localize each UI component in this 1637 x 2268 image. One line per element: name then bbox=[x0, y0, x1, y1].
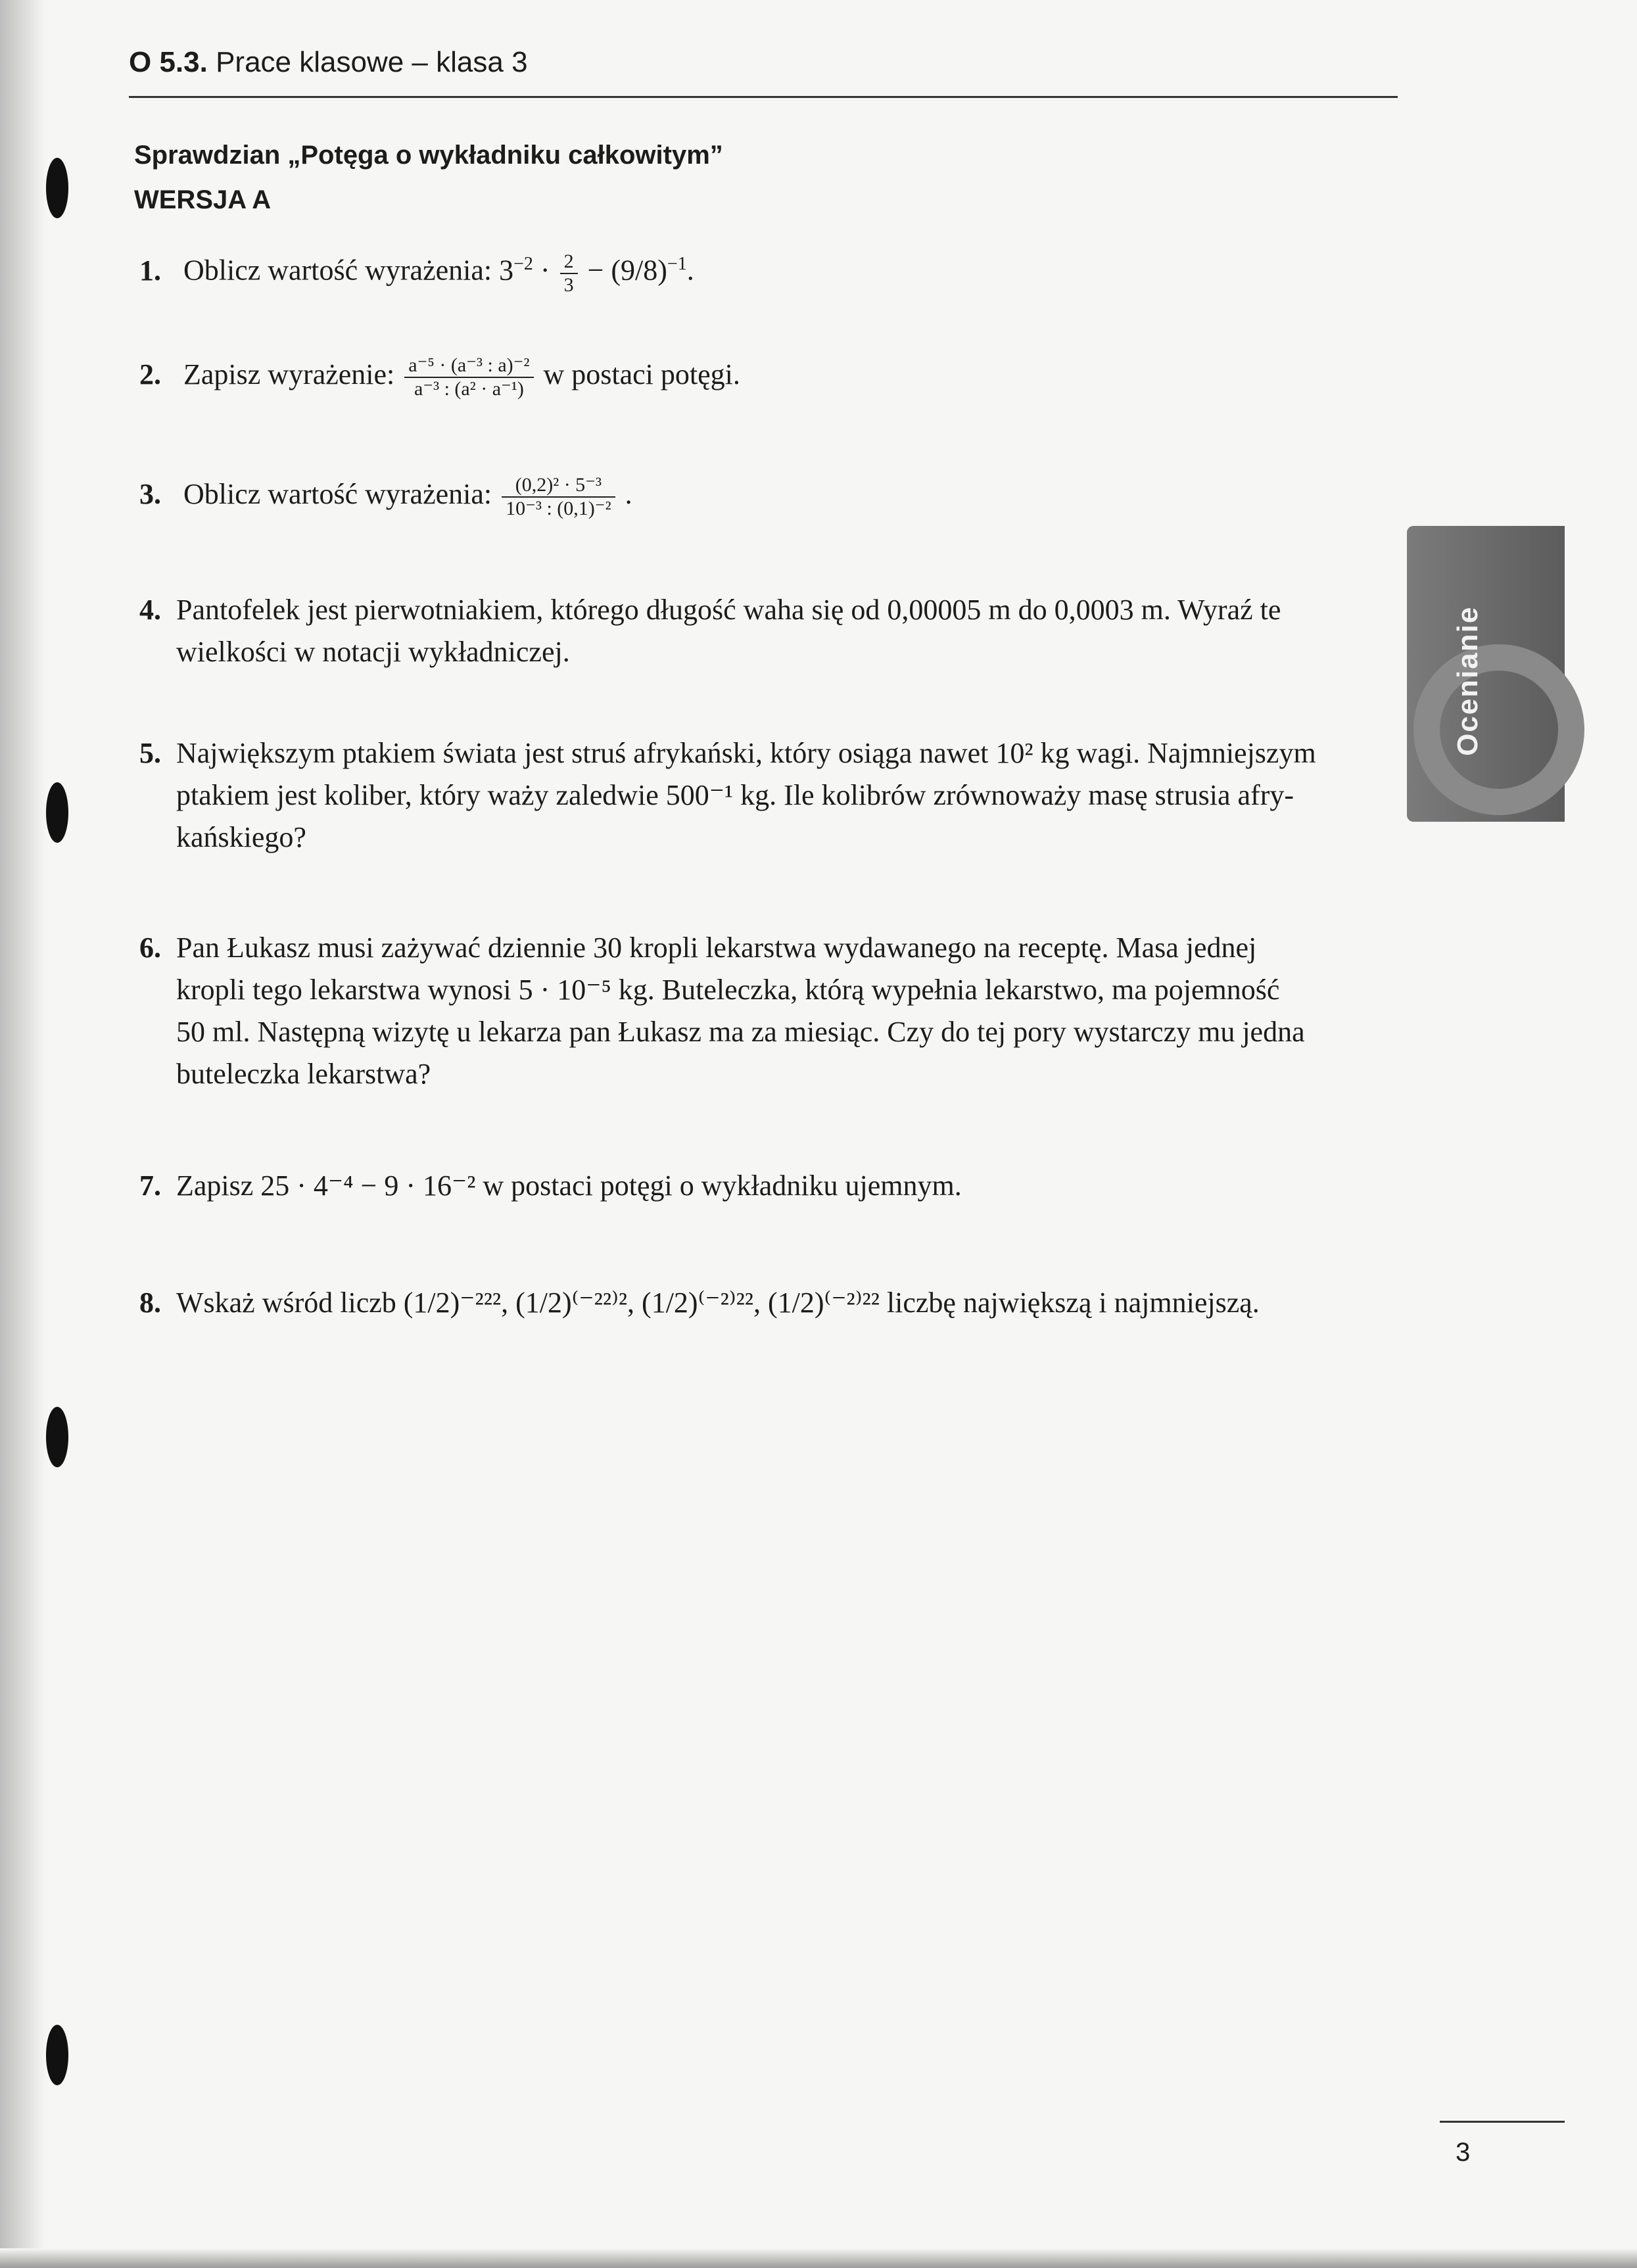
scan-edge bbox=[0, 0, 46, 2268]
version-label: WERSJA A bbox=[134, 185, 272, 214]
header-code: O 5.3. bbox=[129, 46, 208, 78]
page-header bbox=[129, 46, 528, 79]
fraction: $\frac{\text{a⁻⁵ · (a⁻³ : a)⁻²}}{\text{a⁻³ : (a² · a⁻¹)}}$ bbox=[404, 354, 533, 400]
binder-hole bbox=[46, 2025, 68, 2085]
task-4: 4. Pantofelek jest pierwotniakiem, którego długość waha się od 0,00005 m do 0,0003 m. Wyraź te wielkości w notacji wykładniczej. bbox=[139, 594, 1281, 668]
task-2: 2. Zapisz wyrażenie: $\frac{\text{a⁻⁵ · (a⁻³ : a)⁻²}}{\text{a⁻³ : (a² · a⁻¹)}}$ w postaci potęgi. bbox=[139, 354, 740, 400]
test-title: Sprawdzian „Potęga o wykładniku całkowitym” bbox=[134, 141, 723, 170]
task-6: 6. Pan Łukasz musi zażywać dziennie 30 kropli lekarstwa wydawanego na receptę. Masa jednej kropli tego lekarstwa wynosi 5 · 10⁻⁵ kg. Buteleczka, którą wypełnia lekarstwo, ma pojemność 50 ml. Następną wizytę u lekarza pan Łukasz ma za miesiąc. Czy do tej pory wystarczy mu jedna buteleczka lekarstwa? bbox=[139, 932, 1305, 1090]
task-5: 5. Największym ptakiem świata jest struś afrykański, który osiąga nawet 10² kg wagi. Najmniejszym ptakiem jest koliber, który waży zaledwie 500⁻¹ kg. Ile kolibrów zrównoważy masę strusia afry- kańskiego? bbox=[139, 737, 1316, 853]
footer-divider bbox=[1440, 2121, 1565, 2123]
task-7: 7. Zapisz 25 · 4⁻⁴ − 9 · 16⁻² w postaci potęgi o wykładniku ujemnym. bbox=[139, 1169, 962, 1202]
page-number: 3 bbox=[1456, 2138, 1471, 2167]
header-title: Prace klasowe – klasa 3 bbox=[216, 46, 528, 78]
task-1: 1. Oblicz wartość wyrażenia: $3^{-2}$ · $\frac{2}{3}$ − $(9/8)^{-1}$. bbox=[139, 250, 694, 296]
binder-hole bbox=[46, 782, 68, 843]
header-divider bbox=[129, 96, 1398, 98]
task-8: 8. Wskaż wśród liczb (1/2)⁻²²², (1/2)⁽⁻²²⁾², (1/2)⁽⁻²⁾²², (1/2)⁽⁻²⁾²² liczbę największą i najmniejszą. bbox=[139, 1287, 1260, 1319]
fraction: $\frac{2}{3}$ bbox=[560, 250, 578, 296]
binder-hole bbox=[46, 158, 68, 218]
task-3: 3. Oblicz wartość wyrażenia: $\frac{\text{(0,2)² · 5⁻³}}{\text{10⁻³ : (0,1)⁻²}}$ . bbox=[139, 473, 632, 519]
binder-hole bbox=[46, 1407, 68, 1467]
scan-edge-bottom bbox=[0, 2248, 1637, 2268]
fraction: $\frac{\text{(0,2)² · 5⁻³}}{\text{10⁻³ : (0,1)⁻²}}$ bbox=[502, 474, 615, 520]
tab-decoration bbox=[1413, 644, 1584, 815]
section-tab-label: Ocenianie bbox=[1452, 605, 1484, 756]
